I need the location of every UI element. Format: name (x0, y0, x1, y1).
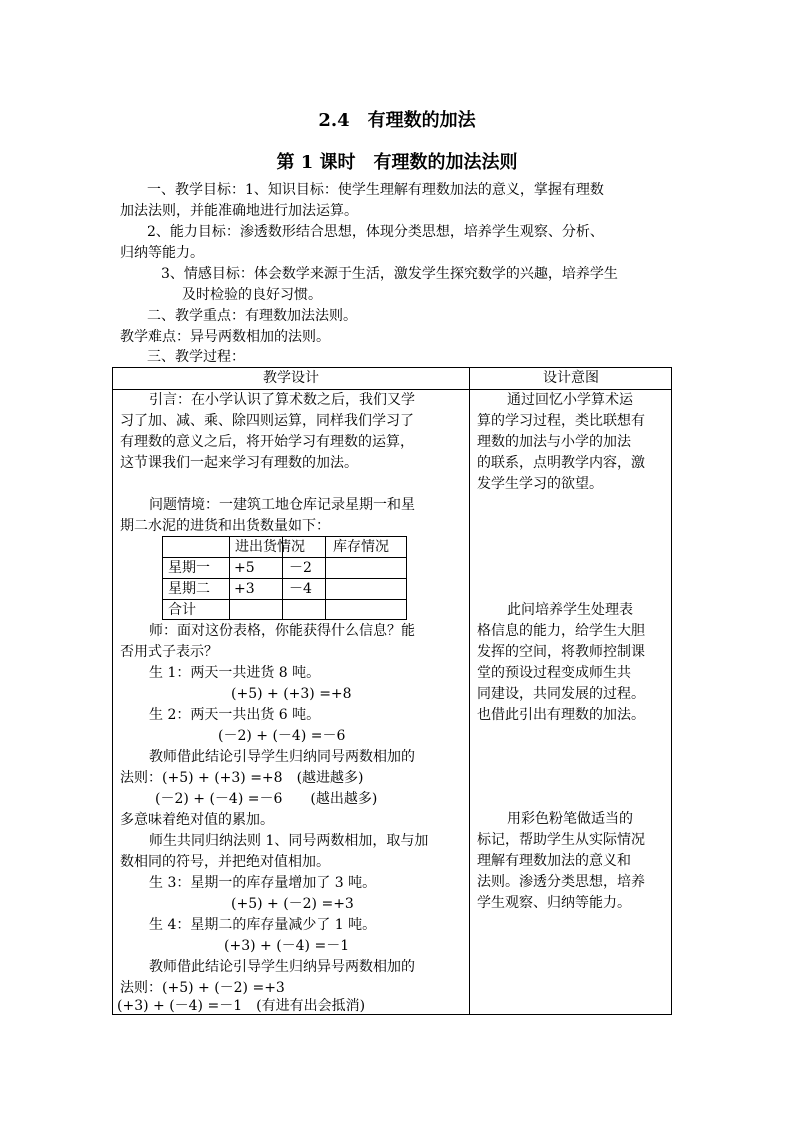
intent-line: 理数的加法与小学的加法 (477, 434, 631, 450)
intent-line: 堂的预设过程变成师生共 (477, 665, 631, 681)
intro-line: 及时检验的良好习惯。 (182, 287, 322, 303)
intent-line: 理解有理数加法的意义和 (477, 853, 631, 869)
lesson-title: 2.4 有理数的加法 (318, 110, 476, 131)
cell-out: －2 (289, 560, 312, 576)
design-line: 教师借此结论引导学生归纳异号两数相加的 (149, 959, 415, 975)
intent-line: 标记，帮助学生从实际情况 (477, 832, 645, 848)
intro-line: 2、能力目标：渗透数形结合思想，体现分类思想，培养学生观察、分析、 (147, 224, 604, 240)
formula-line: (+3) + (－4) =－1 (224, 938, 350, 954)
design-line: 生 2：两天一共出货 6 吨。 (149, 707, 321, 723)
design-line: 这节课我们一起来学习有理数的加法。 (120, 455, 358, 471)
lesson-subtitle: 第 1 课时 有理数的加法法则 (276, 152, 518, 173)
design-line: 多意味着绝对值的累加。 (120, 812, 274, 828)
intent-line: 发挥的空间，将教师控制课 (477, 644, 645, 660)
intent-line: 学生观察、归纳等能力。 (477, 895, 631, 911)
design-line: 师：面对这份表格，你能获得什么信息？能 (149, 623, 415, 639)
intent-line: 用彩色粉笔做适当的 (507, 811, 633, 827)
row-label: 星期二 (168, 581, 210, 597)
cell-in: +5 (234, 560, 255, 576)
intent-line: 法则。渗透分类思想，培养 (477, 874, 645, 890)
intro-line: 一、教学目标：1、知识目标：使学生理解有理数加法的意义，掌握有理数 (147, 182, 604, 198)
row-label: 星期一 (168, 560, 210, 576)
formula-line: (－2) + (－4) =－6 (218, 728, 346, 744)
intent-line: 此问培养学生处理表 (507, 602, 633, 618)
intent-line: 通过回忆小学算术运 (507, 392, 633, 408)
cell-out: －4 (289, 581, 312, 597)
intent-line: 同建设，共同发展的过程。 (477, 686, 645, 702)
teaching-process-table (112, 367, 672, 1015)
design-line: 师生共同归纳法则 1、同号两数相加，取与加 (149, 833, 429, 849)
intro-line: 教学难点：异号两数相加的法则。 (120, 329, 330, 345)
design-line: 问题情境：一建筑工地仓库记录星期一和星 (149, 497, 415, 513)
design-line: 习了加、减、乘、除四则运算，同样我们学习了 (120, 413, 414, 429)
col-header-stock: 库存情况 (333, 539, 389, 555)
design-line: 否用式子表示？ (120, 644, 218, 660)
inventory-table (162, 536, 407, 620)
cell-in: +3 (234, 581, 255, 597)
column-divider (469, 368, 470, 1014)
header-design-intent: 设计意图 (543, 370, 599, 386)
design-line: 数相同的符号，并把绝对值相加。 (120, 854, 330, 870)
intro-line: 3、情感目标：体会数学来源于生活，激发学生探究数学的兴趣，培养学生 (161, 266, 618, 282)
formula-line: (+5) + (+3) =+8 (231, 686, 352, 702)
intro-line: 加法法则，并能准确地进行加法运算。 (120, 203, 358, 219)
header-teaching-design: 教学设计 (263, 370, 319, 386)
intent-line: 算的学习过程，类比联想有 (477, 413, 645, 429)
design-line: 生 4：星期二的库存量减少了 1 吨。 (149, 917, 377, 933)
formula-line: (－2) + (－4) =－6 (越出越多) (155, 791, 378, 807)
col-header-in-out: 进出货情况 (235, 539, 305, 555)
formula-line: (+5) + (－2) =+3 (231, 896, 354, 912)
design-line: 期二水泥的进货和出货数量如下： (120, 518, 330, 534)
design-line: 教师借此结论引导学生归纳同号两数相加的 (149, 749, 415, 765)
intro-line: 二、教学重点：有理数加法法则。 (147, 308, 357, 324)
intent-line: 也借此引出有理数的加法。 (477, 707, 645, 723)
design-line: 生 3：星期一的库存量增加了 3 吨。 (149, 875, 377, 891)
intro-line: 三、教学过程： (147, 349, 245, 365)
intent-line: 的联系，点明教学内容，激 (477, 455, 645, 471)
intent-line: 格信息的能力，给学生大胆 (477, 623, 645, 639)
design-line: 引言：在小学认识了算术数之后，我们又学 (149, 392, 415, 408)
design-line: 法则：(+5) + (+3) =+8 (越进越多) (120, 770, 364, 786)
intro-line: 归纳等能力。 (120, 245, 204, 261)
design-line: 生 1：两天一共进货 8 吨。 (149, 665, 321, 681)
intent-line: 发学生学习的欲望。 (477, 476, 603, 492)
formula-line: (+3) + (－4) =－1 (有进有出会抵消) (117, 998, 366, 1014)
row-label: 合计 (168, 602, 196, 618)
design-line: 法则：(+5) + (－2) =+3 (120, 980, 285, 996)
design-line: 有理数的意义之后，将开始学习有理数的运算， (120, 434, 414, 450)
